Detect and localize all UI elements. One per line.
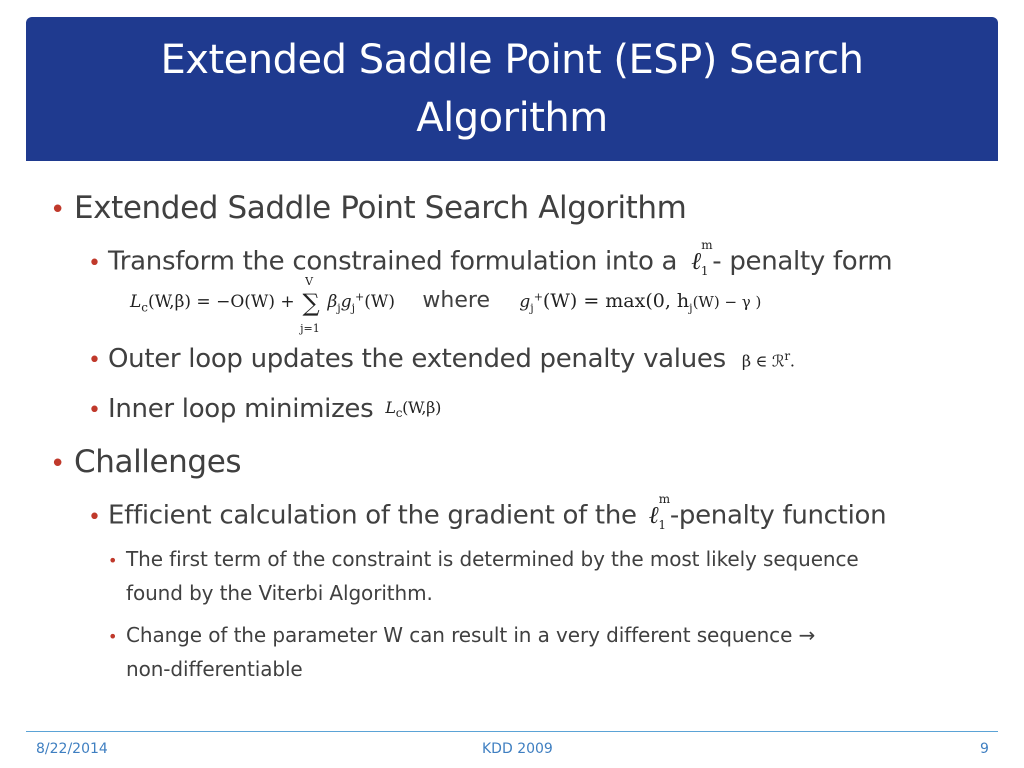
footer-date: 8/22/2014 bbox=[36, 741, 108, 757]
bullet-icon: • bbox=[88, 398, 101, 423]
footer-center-text: KDD 2009 bbox=[482, 741, 553, 757]
bullet-first-term-continued bbox=[126, 576, 433, 610]
bullet-icon: • bbox=[50, 449, 65, 479]
footer-divider bbox=[26, 731, 998, 732]
bullet-change-of-parameter bbox=[108, 618, 815, 654]
bullet-text: Change of the parameter W can result in a very different sequence bbox=[126, 623, 793, 647]
arrow-right-icon: → bbox=[798, 623, 816, 647]
bullet-icon: • bbox=[88, 504, 101, 530]
bullet-text: Outer loop updates the extended penalty values bbox=[108, 344, 726, 374]
bullet-extended-saddle-point bbox=[50, 190, 686, 226]
bullet-text: found by the Viterbi Algorithm. bbox=[126, 581, 433, 605]
l1m-symbol: ℓ$_1^m$ bbox=[648, 492, 670, 533]
where-label: where bbox=[422, 288, 490, 313]
bullet-icon: • bbox=[88, 348, 101, 373]
footer-page-number: 9 bbox=[980, 741, 989, 757]
bullet-text: Inner loop minimizes bbox=[108, 394, 374, 424]
bullet-icon: • bbox=[108, 627, 118, 646]
bullet-icon: • bbox=[50, 195, 65, 225]
bullet-icon: • bbox=[88, 250, 101, 276]
bullet-text: The first term of the constraint is determined by the most likely sequence bbox=[126, 547, 859, 571]
sum-symbol: V ∑ j=1 bbox=[300, 274, 320, 335]
bullet-transform bbox=[88, 238, 893, 279]
bullet-text: non-differentiable bbox=[126, 657, 303, 681]
bullet-challenges bbox=[50, 444, 241, 480]
bullet-text: Efficient calculation of the gradient of the bbox=[108, 500, 637, 531]
bullet-outer-loop bbox=[88, 344, 795, 374]
lc-math: $L_c(W,\beta)$ bbox=[385, 398, 442, 421]
bullet-first-term bbox=[108, 542, 859, 578]
slide-title: Extended Saddle Point (ESP) Search Algorithm bbox=[160, 37, 864, 141]
bullet-icon: • bbox=[108, 551, 118, 570]
bullet-text-tail: - penalty form bbox=[712, 246, 893, 277]
l1m-symbol: ℓ$_1^m$ bbox=[691, 238, 713, 279]
lagrangian-equation: $L_c(W,\beta) = -O(W)$ + V ∑ j=1 $\beta_jg_j^+(W)$ where $g_j^+(W) = \max(0$, $h_j(W) - \gamma$ ) bbox=[130, 274, 762, 335]
bullet-text: Extended Saddle Point Search Algorithm bbox=[74, 190, 687, 226]
beta-set-math: β ∈ ℛ$^r$. bbox=[741, 348, 795, 371]
bullet-efficient-calculation bbox=[88, 492, 887, 533]
bullet-text: Transform the constrained formulation into a bbox=[108, 246, 678, 277]
bullet-text-tail: -penalty function bbox=[669, 500, 887, 531]
bullet-text: Challenges bbox=[74, 444, 242, 480]
bullet-inner-loop bbox=[88, 394, 441, 424]
bullet-change-of-parameter-continued bbox=[126, 652, 303, 686]
